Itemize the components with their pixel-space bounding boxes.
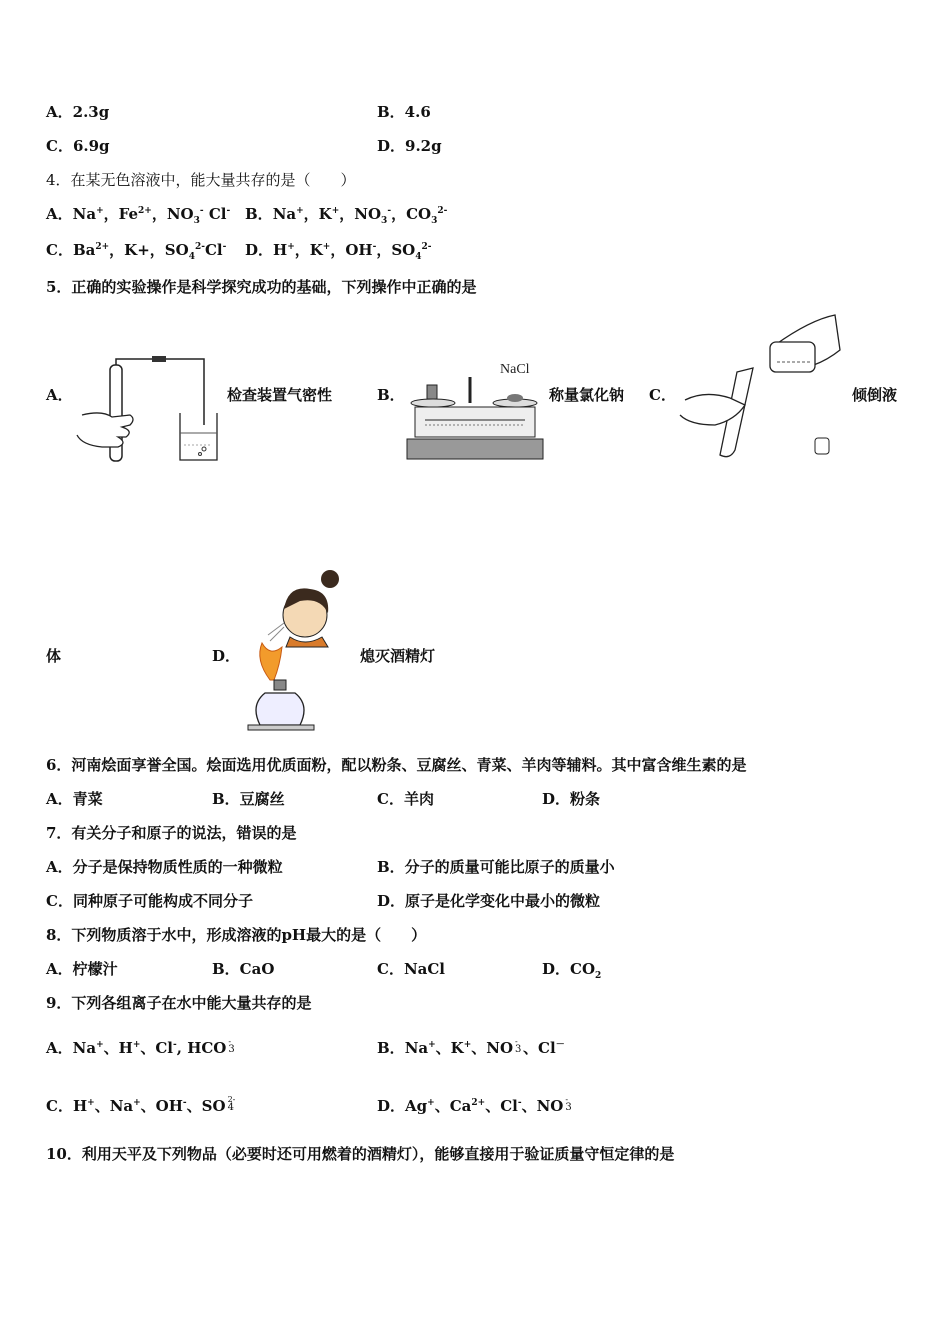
q9-option-a: A．Na+、H+、Cl-, HCO - 3 [46, 1037, 235, 1057]
q3-option-b: B．4.6 [377, 103, 431, 121]
q5-option-d-caption: 熄灭酒精灯 [360, 647, 436, 665]
q9-option-d: D．Ag+、$Ca^{2+}$、Cl-、NO - 3 [377, 1095, 572, 1115]
q6-option-b: B．豆腐丝 [212, 790, 285, 808]
q5-option-c-label: C． [649, 386, 676, 404]
q9-option-c: C．H+、Na+、OH-、SO 2- 4 [46, 1095, 236, 1115]
q4-option-b: B．Na+，K+，$NO_3^-$，$CO_3^{2-}$ [245, 205, 448, 226]
q5-option-c-caption-2: 体 [46, 647, 62, 665]
pouring-liquid-figure [675, 310, 845, 465]
q8-option-b: B．CaO [212, 960, 275, 978]
q3-option-c: C．6.9g [46, 137, 110, 155]
q6-question: 6．河南烩面享誉全国。烩面选用优质面粉，配以粉条、豆腐丝、青菜、羊肉等辅料。其中富含维生素的是 [46, 756, 747, 774]
q8-option-c: C．NaCl [377, 960, 446, 978]
extinguish-alcohol-lamp-figure [240, 565, 355, 735]
q3-option-a: A．2.3g [46, 103, 110, 121]
q9-option-b: B．Na+、K+、NO - 3 、Cl－ [377, 1037, 565, 1057]
q5-option-a-label: A． [46, 386, 73, 404]
q4-option-d: D．H+，K+，OH-，$SO_4^{2-}$ [245, 241, 432, 262]
q7-option-d: D．原子是化学变化中最小的微粒 [377, 892, 601, 910]
q8-option-a: A．柠檬汁 [46, 960, 118, 978]
q7-question: 7．有关分子和原子的说法，错误的是 [46, 824, 297, 842]
balance-weighing-figure [405, 355, 545, 465]
q8-option-d: D．$CO_2$ [542, 960, 602, 981]
q4-option-a: A．Na+，$Fe^{2+}$，$NO_3^-$ Cl- [46, 205, 231, 226]
q5-option-d-label: D． [212, 647, 241, 665]
q5-option-b-caption: 称量氯化钠 [549, 386, 625, 404]
q10-question: 10．利用天平及下列物品（必要时还可用燃着的酒精灯），能够直接用于验证质量守恒定律的是 [46, 1145, 675, 1163]
q6-option-a: A．青菜 [46, 790, 103, 808]
q3-option-d: D．9.2g [377, 137, 442, 155]
q4-question: 4．在某无色溶液中，能大量共存的是（ ） [46, 171, 356, 189]
q7-option-b: B．分子的质量可能比原子的质量小 [377, 858, 615, 876]
q6-option-c: C．羊肉 [377, 790, 434, 808]
q5-option-c-caption-1: 倾倒液 [852, 386, 898, 404]
q7-option-c: C．同种原子可能构成不同分子 [46, 892, 253, 910]
q6-option-d: D．粉条 [542, 790, 601, 808]
q5-option-b-label: B． [377, 386, 405, 404]
q8-question: 8．下列物质溶于水中，形成溶液的pH最大的是（ ） [46, 926, 427, 944]
q4-option-c: C．$Ba^{2+}$，K+，$SO_4^{2-}Cl^-$ [46, 241, 227, 262]
q5-option-a-caption: 检查装置气密性 [227, 386, 333, 404]
nacl-label: NaCl [500, 362, 530, 377]
q7-option-a: A．分子是保持物质性质的一种微粒 [46, 858, 283, 876]
q9-question: 9．下列各组离子在水中能大量共存的是 [46, 994, 312, 1012]
airtightness-check-figure [72, 355, 222, 467]
q5-question: 5．正确的实验操作是科学探究成功的基础，下列操作中正确的是 [46, 278, 477, 296]
